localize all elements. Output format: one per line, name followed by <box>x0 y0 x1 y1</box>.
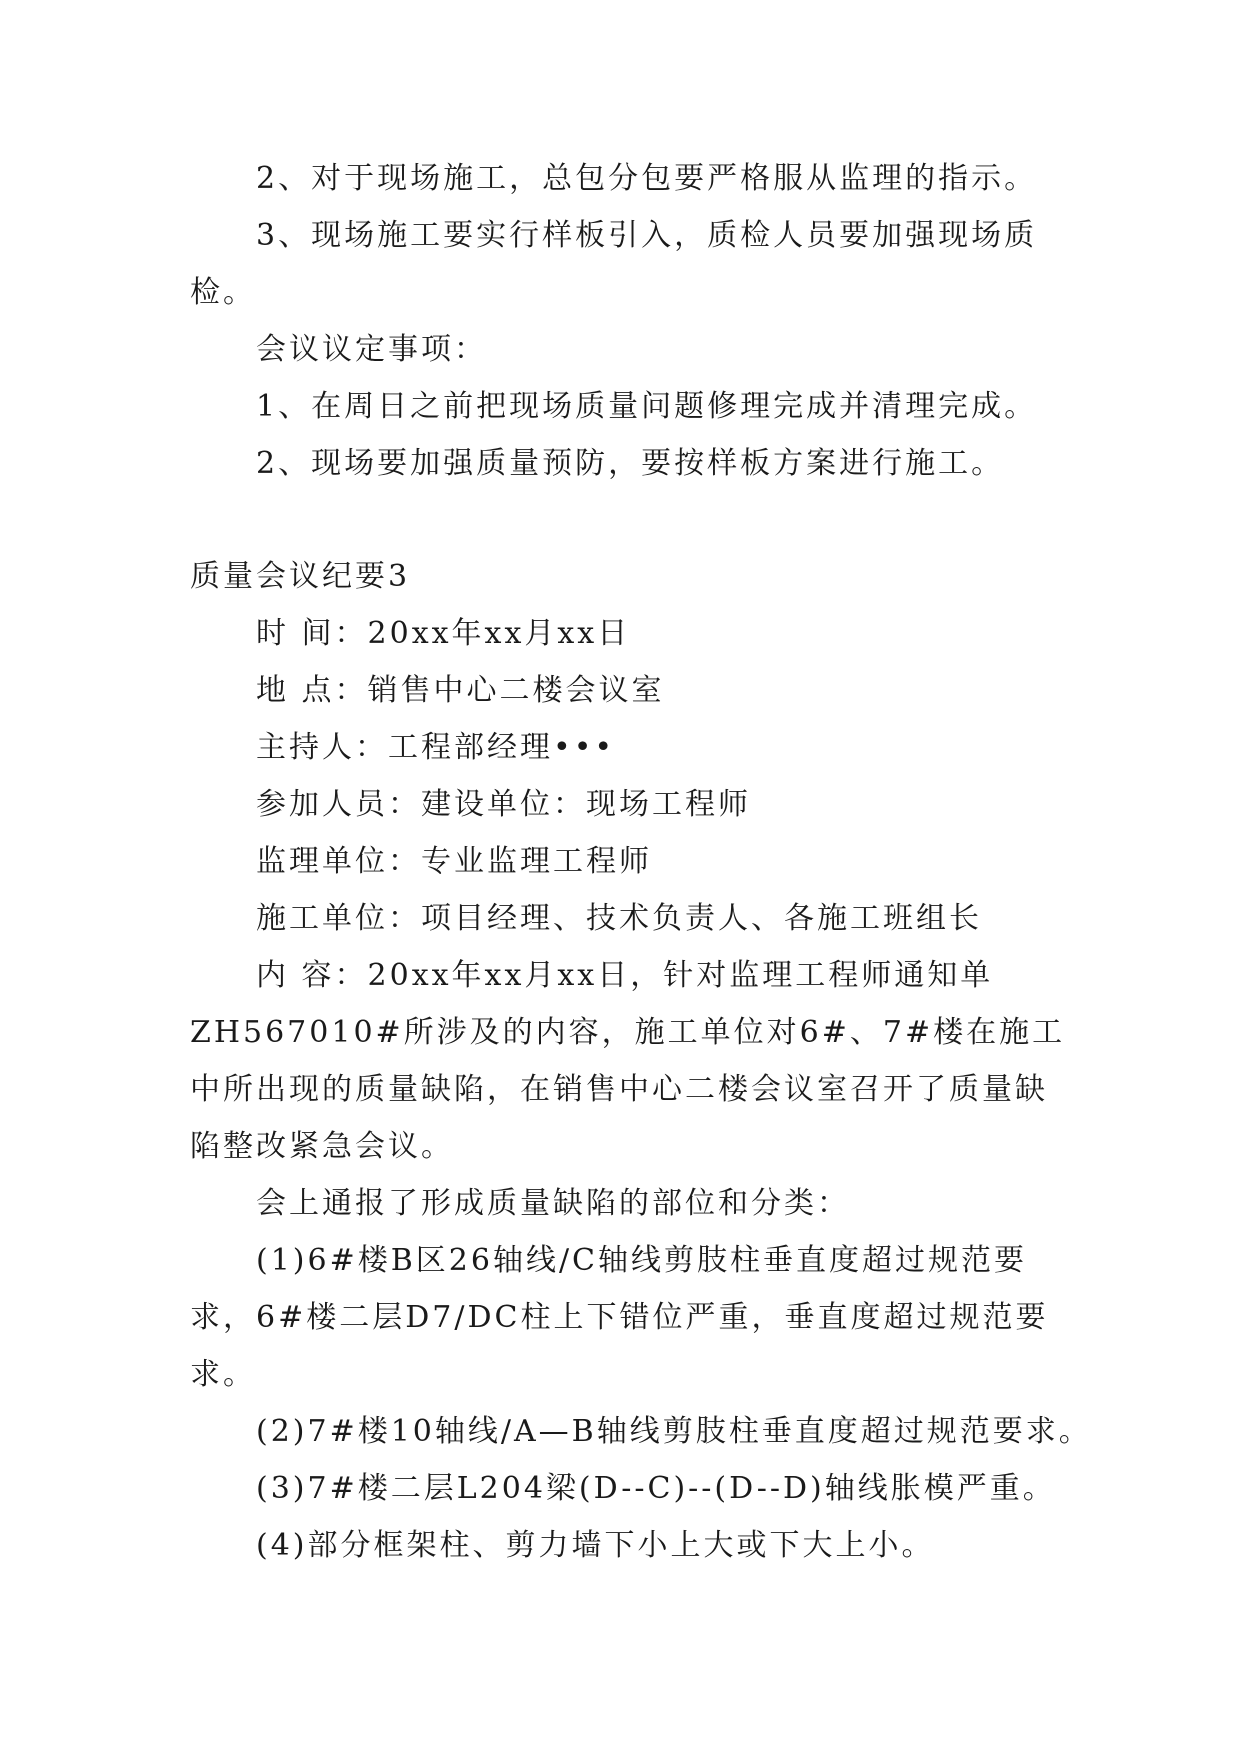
list-item: 3、现场施工要实行样板引入，质检人员要加强现场质检。 <box>190 218 1038 310</box>
resolution-item: 1、在周日之前把现场质量问题修理完成并清理完成。 <box>256 389 1038 424</box>
resolution-item: 2、现场要加强质量预防，要按样板方案进行施工。 <box>256 446 1005 481</box>
document-body <box>190 150 1092 1574</box>
defect-item: (4)部分框架柱、剪力墙下小上大或下大上小。 <box>256 1528 935 1563</box>
defect-item: (1)6#楼B区26轴线/C轴线剪肢柱垂直度超过规范要求，6#楼二层D7/DC柱上下错位严重，垂直度超过规范要求。 <box>190 1243 1049 1392</box>
meeting-time: 时 间：20xx年xx月xx日 <box>256 616 631 651</box>
resolutions-heading: 会议议定事项： <box>256 332 487 367</box>
meeting-place: 地 点：销售中心二楼会议室 <box>256 673 665 708</box>
section-title: 质量会议纪要3 <box>190 559 411 594</box>
meeting-attendees: 参加人员：建设单位：现场工程师 <box>256 787 751 822</box>
meeting-content: 内 容：20xx年xx月xx日，针对监理工程师通知单ZH567010#所涉及的内容，施工单位对6#、7#楼在施工中所出现的质量缺陷，在销售中心二楼会议室召开了质量缺陷整改紧急会议。 <box>190 958 1066 1164</box>
construction-unit: 施工单位：项目经理、技术负责人、各施工班组长 <box>256 901 982 936</box>
defect-item: (3)7#楼二层L204梁(D--C)--(D--D)轴线胀模严重。 <box>256 1471 1056 1506</box>
section-spacer <box>190 492 1070 548</box>
defects-intro: 会上通报了形成质量缺陷的部位和分类： <box>256 1186 850 1221</box>
list-item: 2、对于现场施工，总包分包要严格服从监理的指示。 <box>256 161 1038 196</box>
meeting-host: 主持人：工程部经理••• <box>256 730 616 765</box>
supervision-unit: 监理单位：专业监理工程师 <box>256 844 652 879</box>
defect-item: (2)7#楼10轴线/A—B轴线剪肢柱垂直度超过规范要求。 <box>256 1414 1092 1449</box>
